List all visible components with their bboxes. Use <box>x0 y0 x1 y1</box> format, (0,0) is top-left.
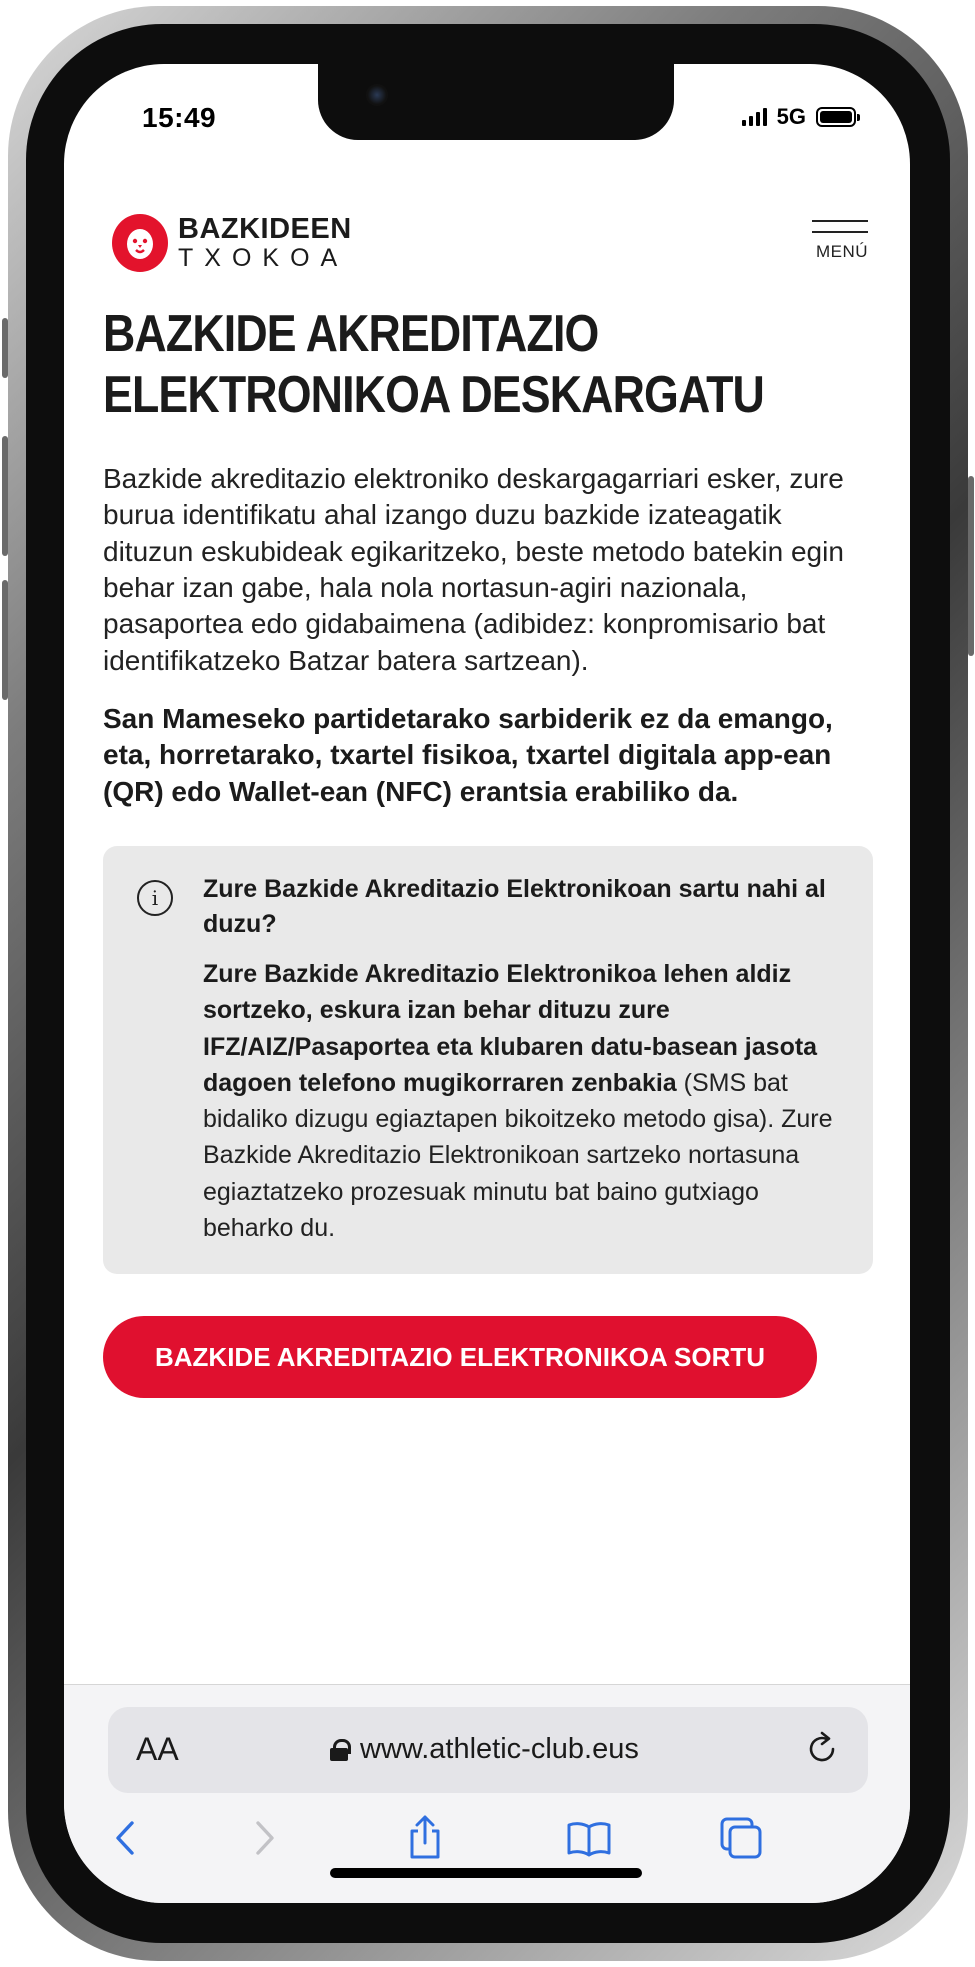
lion-logo-icon <box>112 214 168 272</box>
logo-line1: BAZKIDEEN <box>178 213 352 245</box>
lock-icon <box>330 1739 348 1761</box>
address-bar[interactable] <box>108 1707 868 1793</box>
site-logo[interactable] <box>112 214 352 272</box>
tabs-icon[interactable] <box>716 1813 766 1863</box>
camera <box>366 84 388 106</box>
phone-frame <box>8 6 968 1961</box>
volume-up-button <box>2 436 8 556</box>
info-body <box>203 956 833 1246</box>
intro-paragraph: Bazkide akreditazio elektroniko deskargagarriari esker, zure burua identifikatu ahal izango duzu bazkide izateagatik dituzun eskubideak egikaritzeko, beste metodo batekin egin behar izan gabe, hala nola nortasun-agiri nazionala, pasaportea edo gidabaimena (adibidez: konpromisario bat identifikatzeko Batzar batera sartzean). <box>103 462 844 676</box>
url-text: www.athletic-club.eus <box>360 1733 639 1765</box>
forward-icon[interactable] <box>238 1813 288 1863</box>
phone-bezel <box>26 24 950 1943</box>
share-icon[interactable] <box>400 1813 450 1863</box>
browser-nav-row <box>64 1813 910 1873</box>
logo-line2: TXOKOA <box>178 244 349 272</box>
info-body-regular: (SMS bat bidaliko dizugu egiaztapen bikoitzeko metodo gisa). Zure Bazkide Akreditazio Elektronikoan sartzeko nortasuna egiaztatzeko prozesuak minutu bat baino gutxiago beharko du. <box>203 1068 833 1242</box>
page-title: BAZKIDE AKREDITAZIO ELEKTRONIKOA DESKARGATU <box>103 305 764 425</box>
back-icon[interactable] <box>102 1813 152 1863</box>
menu-label: MENÚ <box>815 242 869 261</box>
screen <box>64 64 910 1903</box>
hamburger-icon <box>812 220 872 233</box>
info-icon: i <box>137 880 173 916</box>
home-indicator[interactable] <box>330 1868 642 1878</box>
highlight-paragraph: San Mameseko partidetarako sarbiderik ez da emango, eta, horretarako, txartel fisikoa, txartel digitala app-ean (QR) edo Wallet-ean (NFC) erantsia erabiliko da. <box>103 703 833 807</box>
power-button <box>968 476 974 656</box>
status-time: 15:49 <box>142 102 217 133</box>
info-body-bold: Zure Bazkide Akreditazio Elektronikoa lehen aldiz sortzeko, eskura izan behar dituzu zure IFZ/AIZ/Pasaportea eta klubaren datu-basean jasota dagoen telefono mugikorraren zenbakia <box>203 960 818 1097</box>
text-size-button[interactable] <box>136 1731 179 1768</box>
create-credential-button[interactable]: BAZKIDE AKREDITAZIO ELEKTRONIKOA SORTU <box>103 1316 817 1398</box>
main-content <box>103 304 873 1398</box>
notch <box>318 64 674 140</box>
signal-icon <box>742 108 767 126</box>
text-size-label: AA <box>136 1731 179 1767</box>
logo-text <box>178 215 352 271</box>
network-type: 5G <box>776 104 806 129</box>
info-title: Zure Bazkide Akreditazio Elektronikoan sartu nahi al duzu? <box>203 875 826 939</box>
url-display[interactable] <box>330 1733 639 1766</box>
reload-icon[interactable] <box>802 1729 842 1769</box>
volume-down-button <box>2 580 8 700</box>
mute-switch <box>2 318 8 378</box>
status-indicators <box>742 104 856 130</box>
info-box <box>103 846 873 1274</box>
battery-icon <box>816 107 856 127</box>
bookmarks-icon[interactable] <box>564 1813 614 1863</box>
menu-button[interactable] <box>812 220 872 262</box>
